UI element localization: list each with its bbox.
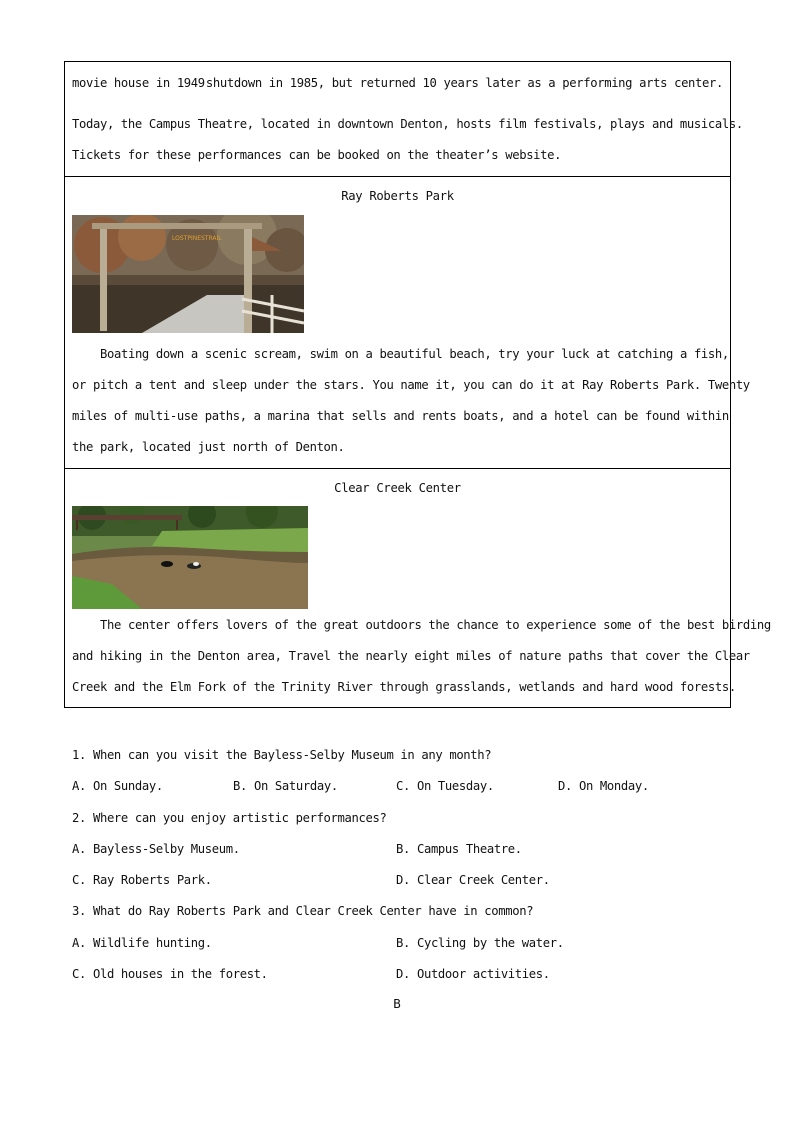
question-stem: 1. When can you visit the Bayless-Selby Museum in any month? bbox=[72, 748, 492, 762]
trail-sign-text: LOSTPINESTRAIL bbox=[172, 235, 222, 242]
text-fragment: The center offers lovers of the great outdoors the chance to experience some of the best birding bbox=[100, 618, 771, 632]
text-fragment: Boating down a scenic scream, swim on a beautiful beach, try your luck at catching a fish, bbox=[100, 347, 729, 361]
section-label: B bbox=[393, 996, 401, 1011]
ray-roberts-cell bbox=[65, 176, 750, 468]
option-a[interactable]: A. Wildlife hunting. bbox=[72, 935, 212, 950]
clear-creek-cell bbox=[65, 468, 771, 707]
option-row bbox=[72, 928, 732, 959]
option-d[interactable]: D. On Monday. bbox=[558, 779, 649, 794]
text-line: or pitch a tent and sleep under the stars. You name it, you can do it at Ray Roberts Park. Twenty bbox=[72, 378, 750, 392]
park-trail-photo bbox=[72, 215, 304, 333]
option-b[interactable]: B. Campus Theatre. bbox=[396, 841, 522, 856]
text-line bbox=[65, 68, 723, 100]
option-d[interactable]: D. Outdoor activities. bbox=[396, 967, 550, 982]
park-trail-image bbox=[72, 215, 304, 333]
text-fragment: shutdown in 1985, but returned 10 years later as a performing arts center. bbox=[205, 76, 723, 90]
text-line bbox=[65, 610, 771, 642]
creek-photo bbox=[72, 506, 308, 609]
text-line bbox=[65, 339, 729, 371]
option-a[interactable]: A. On Sunday. bbox=[72, 779, 163, 794]
option-row bbox=[72, 834, 732, 865]
option-b[interactable]: B. On Saturday. bbox=[233, 779, 338, 794]
text-line bbox=[65, 109, 743, 141]
section-title: Clear Creek Center bbox=[334, 481, 461, 495]
question-stem: 2. Where can you enjoy artistic performances? bbox=[72, 810, 387, 825]
campus-theatre-cell bbox=[65, 62, 743, 176]
option-a[interactable]: A. Bayless-Selby Museum. bbox=[72, 841, 240, 856]
option-c[interactable]: C. Ray Roberts Park. bbox=[72, 873, 212, 888]
section-title: Ray Roberts Park bbox=[341, 189, 454, 203]
option-d[interactable]: D. Clear Creek Center. bbox=[396, 873, 550, 888]
text-line: Tickets for these performances can be booked on the theater’s website. bbox=[72, 148, 562, 162]
option-row bbox=[72, 959, 732, 990]
text-line: and hiking in the Denton area, Travel the nearly eight miles of nature paths that cover the Clear bbox=[72, 649, 750, 663]
text-line: Creek and the Elm Fork of the Trinity River through grasslands, wetlands and hard wood forests. bbox=[72, 680, 736, 694]
question-list bbox=[72, 740, 732, 990]
question-stem: 3. What do Ray Roberts Park and Clear Creek Center have in common? bbox=[72, 904, 534, 919]
option-b[interactable]: B. Cycling by the water. bbox=[396, 935, 564, 950]
option-c[interactable]: C. On Tuesday. bbox=[396, 779, 494, 794]
creek-image bbox=[72, 506, 308, 609]
option-c[interactable]: C. Old houses in the forest. bbox=[72, 967, 268, 982]
text-fragment: movie house in 1949 bbox=[72, 76, 205, 90]
attractions-table bbox=[64, 61, 771, 708]
option-row bbox=[72, 865, 732, 896]
text-line: the park, located just north of Denton. bbox=[72, 440, 345, 454]
text-fragment: Today, the Campus Theatre, located in downtown Denton, hosts film festivals, plays and musicals. bbox=[72, 117, 743, 131]
option-row bbox=[72, 771, 732, 802]
text-line: miles of multi-use paths, a marina that sells and rents boats, and a hotel can be found within bbox=[72, 409, 729, 423]
